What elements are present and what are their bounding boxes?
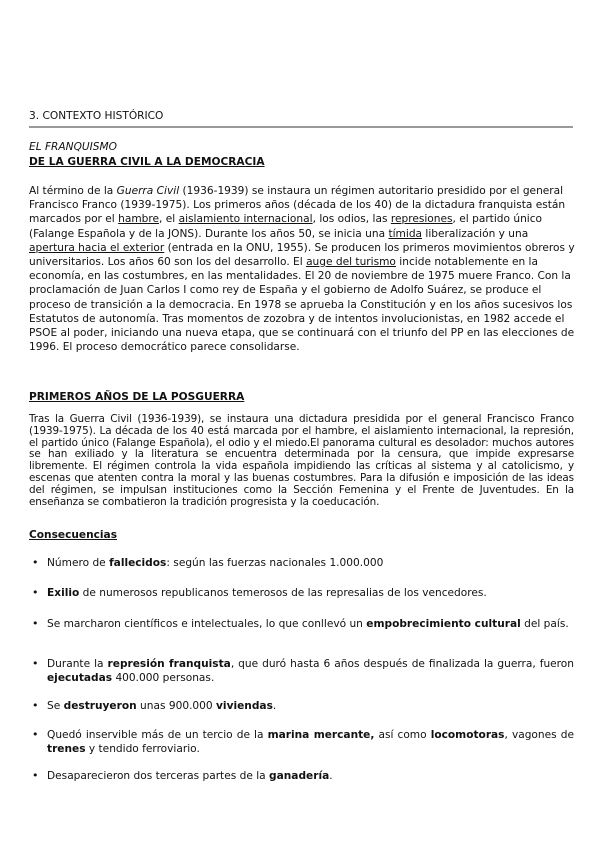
- section-header: 3. CONTEXTO HISTÓRICO: [29, 109, 573, 128]
- list-item-marina: • Quedó inservible más de un tercio de la marina mercante, así como locomotoras, vagones de trenes y tendido ferroviario.: [32, 728, 574, 756]
- subtitle-guerra-democracia: DE LA GUERRA CIVIL A LA DEMOCRACIA: [29, 156, 265, 168]
- intro-paragraph: Al término de la Guerra Civil (1936-1939) se instaura un régimen autoritario presidido por el general Francisco Franco (1939-1975). Los primeros años (década de los 40) de la dictadura franquista están marcados por el hambre, el aislamiento internacional, los odios, las represiones, el partido único (Falange Española y de la JONS). Durante los años 50, se inicia una tímida liberalización y una apertura hacia el exterior (entrada en la ONU, 1955). Se producen los primeros movimientos obreros y universitarios. Los años 60 son los del desarrollo. El auge del turismo incide notablemente en la economía, en las costumbres, en las mentalidades. El 20 de noviembre de 1975 muere Franco. Con la proclamación de Juan Carlos I como rey de España y el gobierno de Adolfo Suárez, se produce el proceso de transición a la democracia. En 1978 se aprueba la Constitución y en los años sucesivos los Estatutos de autonomía. Tras momentos de zozobra y de intentos involucionistas, en 1982 accede el PSOE al poder, iniciando una nueva etapa, que se continuará con el triunfo del PP en las elecciones de 1996. El proceso democrático parece consolidarse.: [29, 185, 575, 354]
- list-item-empobrecimiento: • Se marcharon científicos e intelectuales, lo que conllevó un empobrecimiento cultural del país.: [32, 617, 569, 630]
- bullet-icon: •: [32, 617, 39, 630]
- posguerra-paragraph: Tras la Guerra Civil (1936-1939), se instaura una dictadura presidida por el general Francisco Franco (1939-1975). La década de los 40 está marcada por el hambre, el aislamiento internacional, la represión, el partido único (Falange Española), el odio y el miedo.El panorama cultural es desolador: muchos autores se han exiliado y la literatura se encuentra determinada por la censura, que impide expresarse libremente. El régimen controla la vida española impidiendo las críticas al sistema y al catolicismo, y escenas que atenten contra la moral y las buenas costumbres. Para la difusión e imposición de las ideas del régimen, se impulsan instituciones como la Sección Femenina y el Frente de Juventudes. En la enseñanza se combatieron la tradición progresista y la coeducación.: [29, 413, 574, 508]
- term-auge-turismo: auge del turismo: [306, 256, 396, 269]
- bullet-icon: •: [32, 769, 39, 782]
- list-item-viviendas: • Se destruyeron unas 900.000 viviendas.: [32, 699, 277, 712]
- bullet-icon: •: [32, 657, 39, 670]
- bullet-icon: •: [32, 699, 39, 712]
- list-item-represion: • Durante la represión franquista, que duró hasta 6 años después de finalizada la guerra, fueron ejecutadas 400.000 personas.: [32, 657, 574, 685]
- list-item-ganaderia: • Desaparecieron dos terceras partes de la ganadería.: [32, 769, 333, 782]
- heading-consecuencias: Consecuencias: [29, 529, 117, 541]
- subtitle-franquismo: EL FRANQUISMO: [29, 141, 118, 153]
- term-guerra-civil: Guerra Civil: [116, 185, 180, 197]
- bullet-icon: •: [32, 556, 39, 569]
- term-apertura: apertura hacia el exterior: [29, 241, 165, 254]
- term-represiones: represiones: [390, 213, 453, 226]
- bullet-icon: •: [32, 728, 39, 741]
- heading-posguerra: PRIMEROS AÑOS DE LA POSGUERRA: [29, 391, 245, 403]
- term-hambre: hambre: [118, 213, 159, 226]
- list-item-fallecidos: • Número de fallecidos: según las fuerzas nacionales 1.000.000: [32, 556, 384, 569]
- bullet-icon: •: [32, 586, 39, 599]
- term-timida: tímida: [388, 227, 423, 240]
- list-item-exilio: • Exilio de numerosos republicanos temerosos de las represalias de los vencedores.: [32, 586, 487, 599]
- term-aislamiento: aislamiento internacional: [178, 213, 313, 226]
